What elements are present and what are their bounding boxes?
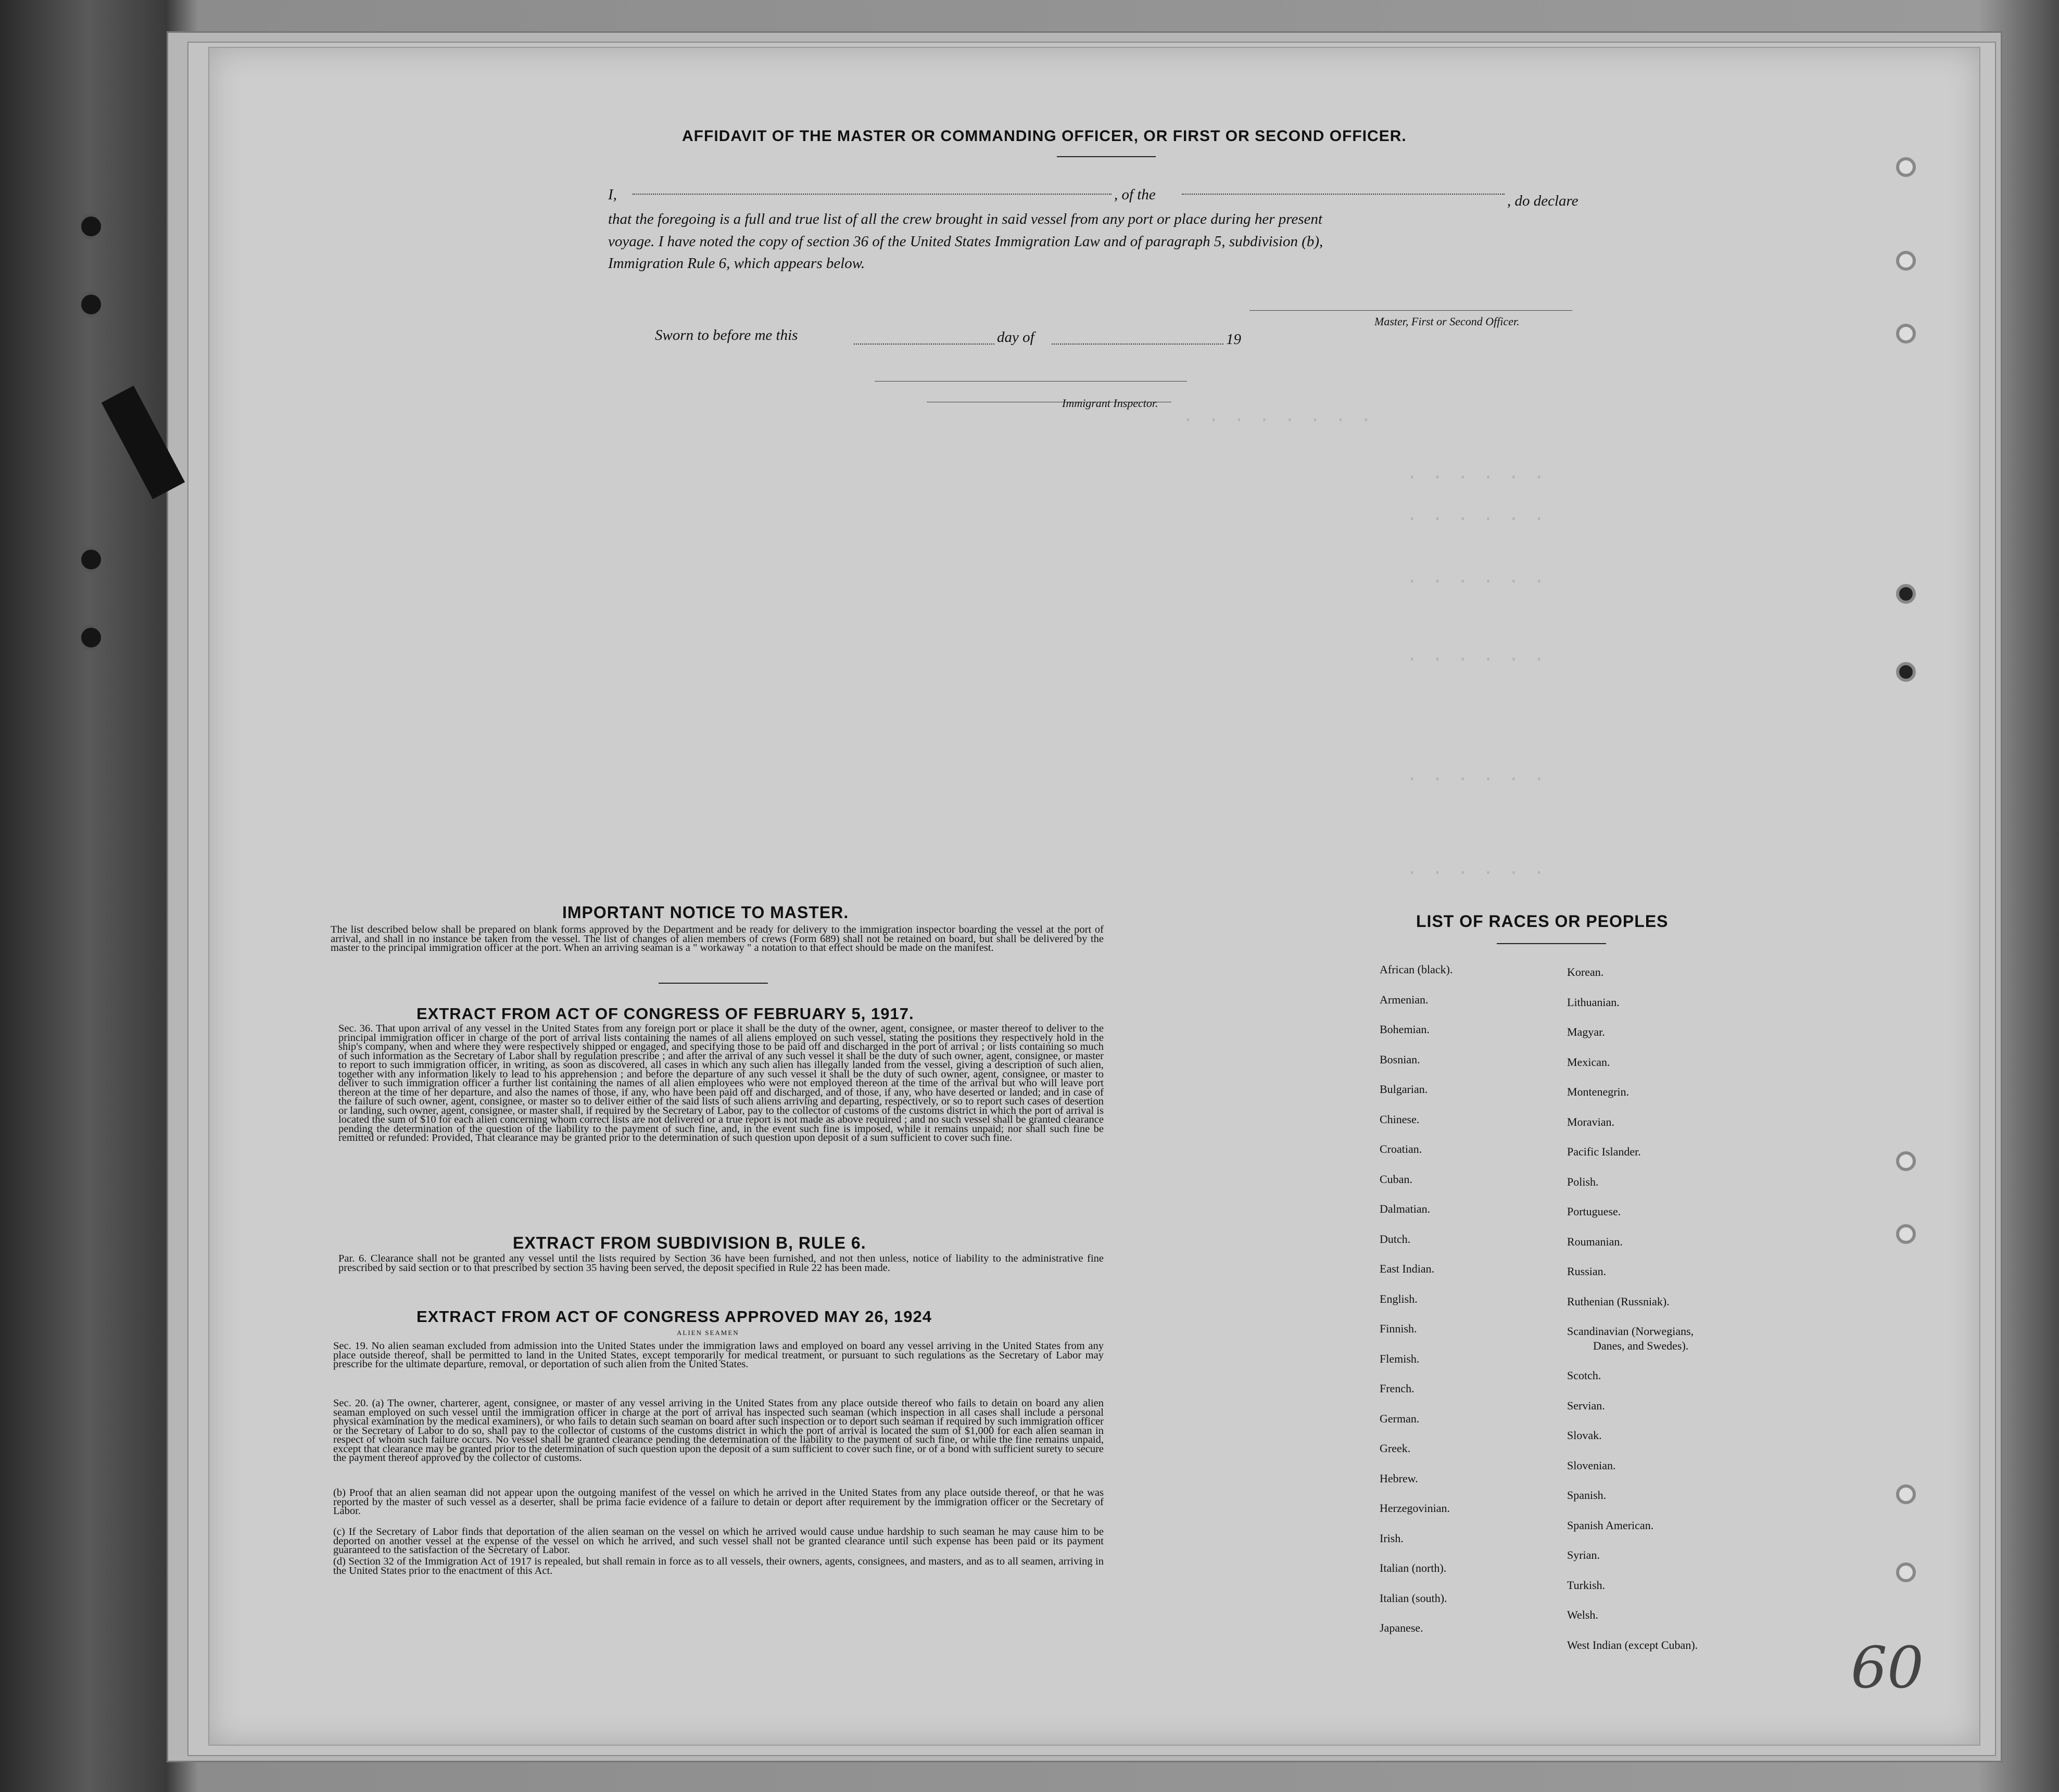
binder-hole	[78, 547, 104, 573]
race-item: Korean.	[1567, 965, 1604, 978]
race-item: Greek.	[1380, 1442, 1411, 1455]
race-item: Hebrew.	[1380, 1471, 1418, 1485]
inspector-signature-line[interactable]	[875, 381, 1187, 382]
race-item: Armenian.	[1380, 993, 1429, 1006]
race-item: Scandinavian (Norwegians,	[1567, 1325, 1694, 1338]
affidavit-declare: , do declare	[1507, 193, 1578, 209]
day-of-text: day of	[997, 329, 1034, 346]
master-signature-line[interactable]	[1249, 310, 1572, 311]
race-item: Herzegovinian.	[1380, 1502, 1450, 1515]
race-item: Roumanian.	[1567, 1235, 1623, 1248]
race-item: Dalmatian.	[1380, 1202, 1431, 1215]
manifest-page: . . . . . . . . . . . . . . . . . . . . . . . . . . . . . . . . . . . . . . . . . . . .	[208, 47, 1980, 1746]
binder-hole	[78, 291, 104, 317]
punch-hole	[1896, 1224, 1916, 1244]
race-item: Moravian.	[1567, 1115, 1615, 1128]
day-blank[interactable]	[854, 344, 994, 345]
punch-hole	[1896, 584, 1916, 604]
race-item: Spanish.	[1567, 1489, 1607, 1502]
divider	[659, 983, 768, 984]
race-item: Syrian.	[1567, 1548, 1600, 1561]
month-blank[interactable]	[1052, 344, 1223, 345]
name-blank[interactable]	[633, 194, 1111, 195]
race-item: Bulgarian.	[1380, 1083, 1428, 1096]
race-item: Welsh.	[1567, 1608, 1598, 1621]
vessel-blank[interactable]	[1182, 194, 1505, 195]
punch-hole	[1896, 662, 1916, 682]
notice-body: The list described below shall be prepared on blank forms approved by the Department and be ready for delivery to the immigration inspector boarding the vessel at the port of arrival, and shall in no instance be taken from the vessel. The list of changes of alien members of crews (Form 689) shall not be retained on board, but shall be delivered by the master to the principal immigration officer at the port. When an arriving seaman is a " workaway " a notation to that effect should be made on the manifest.	[331, 924, 1104, 954]
race-item: Croatian.	[1380, 1142, 1422, 1155]
race-item: West Indian (except Cuban).	[1567, 1638, 1698, 1651]
binder-hole	[78, 213, 104, 239]
extract-1924-sec20c: (c) If the Secretary of Labor finds that deportation of the alien seaman on the vessel on which he arrived would cause undue hardship to such seaman he may cause him to be deported on another vessel at the expense of the vessel on which he arrived, and such vessel shall not be granted clearance until such expense has been paid or its payment guaranteed to the satisfaction of the Secretary of Labor.	[333, 1526, 1104, 1556]
race-item: Spanish American.	[1567, 1518, 1654, 1532]
race-item: Portuguese.	[1567, 1205, 1621, 1218]
affidavit-title: AFFIDAVIT OF THE MASTER OR COMMANDING OFFICER, OR FIRST OR SECOND OFFICER.	[682, 128, 1407, 145]
extract-1924-sec19: Sec. 19. No alien seaman excluded from admission into the United States under the immigration laws and employed on board any vessel arriving in the United States from any place outside thereof, shall be permitted to land in the United States, except temporarily for medical treatment, or pursuant to such regulations as the Secretary of Labor may prescribe for the ultimate departure, removal, or deportation of such alien from the United States.	[333, 1340, 1104, 1370]
race-item: Turkish.	[1567, 1578, 1606, 1592]
punch-hole	[1896, 1562, 1916, 1582]
rule6-title: EXTRACT FROM SUBDIVISION B, RULE 6.	[513, 1234, 866, 1252]
extract-1917-title: EXTRACT FROM ACT OF CONGRESS OF FEBRUARY 5, 1917.	[416, 1005, 914, 1023]
race-item: Slovenian.	[1567, 1458, 1616, 1472]
race-item: Magyar.	[1567, 1025, 1605, 1038]
race-item: Bosnian.	[1380, 1052, 1420, 1066]
race-item: Japanese.	[1380, 1621, 1423, 1634]
race-item: Mexican.	[1567, 1055, 1610, 1069]
punch-hole	[1896, 1151, 1916, 1171]
extract-1924-sec20a: Sec. 20. (a) The owner, charterer, agent, consignee, or master of any vessel arriving in the United States from any place outside thereof who fails to detain on board any alien seaman employed on such vessel until the immigration officer in charge at the port of arrival has inspected such seaman (which inspection in all cases shall include a personal physical examination by the medical examiners), or who fails to detain such seaman on board after such inspection or to deport such seaman if required by such immigration officer or the Secretary of Labor to do so, shall pay to the collector of customs of the customs district in which the port of arrival is located the sum of $1,000 for each alien seaman in respect of whom such failure occurs. No vessel shall be granted clearance pending the determination of the liability to the payment of such fine, or while the fine remains unpaid, except that clearance may be granted prior to the determination of such question upon the deposit of a sum sufficient to cover such fine, or of a bond with sufficient surety to secure the payment thereof approved by the collector of customs.	[333, 1397, 1104, 1464]
extract-1924-title: EXTRACT FROM ACT OF CONGRESS APPROVED MAY 26, 1924	[416, 1307, 932, 1326]
affidavit-i: I,	[608, 186, 617, 203]
race-item: Ruthenian (Russniak).	[1567, 1294, 1670, 1308]
race-item: Servian.	[1567, 1399, 1605, 1412]
year-prefix: 19	[1226, 331, 1241, 348]
race-item: Slovak.	[1567, 1429, 1602, 1442]
race-item: Bohemian.	[1380, 1023, 1430, 1036]
affidavit-line-4: Immigration Rule 6, which appears below.	[608, 255, 865, 272]
notice-title: IMPORTANT NOTICE TO MASTER.	[562, 903, 849, 922]
races-title: LIST OF RACES OR PEOPLES	[1416, 912, 1669, 931]
race-item: Chinese.	[1380, 1112, 1420, 1126]
race-item: German.	[1380, 1412, 1420, 1425]
race-item: Flemish.	[1380, 1352, 1420, 1365]
race-item: Finnish.	[1380, 1322, 1417, 1335]
race-item: Irish.	[1380, 1531, 1404, 1545]
race-item: Polish.	[1567, 1175, 1599, 1188]
race-item: Italian (south).	[1380, 1591, 1447, 1605]
race-item: English.	[1380, 1292, 1418, 1305]
race-item: Russian.	[1567, 1265, 1607, 1278]
race-item: Dutch.	[1380, 1232, 1411, 1245]
punch-hole	[1896, 157, 1916, 177]
punch-hole	[1896, 1484, 1916, 1504]
race-item: Montenegrin.	[1567, 1085, 1629, 1098]
handwritten-page-number: 60	[1851, 1634, 1924, 1701]
divider	[1497, 943, 1606, 944]
race-item: Cuban.	[1380, 1172, 1412, 1186]
inspector-label: Immigrant Inspector.	[1062, 397, 1158, 410]
divider	[1057, 156, 1156, 157]
affidavit-of-the: , of the	[1114, 186, 1156, 203]
extract-1917-body: Sec. 36. That upon arrival of any vessel in the United States from any foreign port or place it shall be the duty of the owner, agent, consignee, or master thereof to deliver to the principal immigration officer in charge of the port of arrival lists containing the names of all aliens employed on such vessel, stating the positions they respectively hold in the ship's company, when and where they were respectively shipped or engaged, and specifying those to be paid off and discharged in the port of arrival ; or lists containing so much of such information as the Secretary of Labor shall by regulation prescribe ; and after the arrival of any such vessel it shall be the duty of such owner, agent, consignee, or master to report to such immigration officer, in writing, as soon as discovered, all cases in which any such alien has illegally landed from the vessel, giving a description of such alien, together with any information likely to lead to his apprehension ; and before the departure of any such vessel it shall be the duty of such owner, agent, consignee, or master to deliver to such immigration officer a further list containing the names of all alien employees who were not employed thereon at the time of the arrival but who will leave port thereon at the time of her departure, and also the names of those, if any, who have been paid off and discharged, and of those, if any, who have deserted or landed; and in case of the failure of such owner, agent, consignee, or master so to deliver either of the said lists of such aliens arriving and departing, respectively, or so to report such cases of desertion or landing, such owner, agent, consignee, or master shall, if required by the Secretary of Labor, pay to the collector of customs of the customs district in which the port of arrival is located the sum of $10 for each alien concerning whom correct lists are not delivered or a true report is not made as above required ; and no such vessel shall be granted clearance pending the determination of the question of the liability to the payment of such fine, and, in the event such fine is imposed, while it remains unpaid; nor shall such fine be remitted or refunded: Provided, That clearance may be granted prior to the determination of such question upon deposit of a sum sufficient to cover such fine.	[338, 1023, 1104, 1143]
race-item: Danes, and Swedes).	[1593, 1339, 1689, 1352]
alien-seamen-subtitle: ALIEN SEAMEN	[677, 1329, 739, 1337]
punch-hole	[1896, 251, 1916, 271]
race-item: African (black).	[1380, 963, 1453, 976]
rule6-body: Par. 6. Clearance shall not be granted any vessel until the lists required by Section 36 have been furnished, and not then unless, notice of liability to the administrative fine prescribed by said section or to that prescribed by section 35 having been served, the deposit specified in Rule 22 has been made.	[338, 1253, 1104, 1274]
affidavit-line-2: that the foregoing is a full and true list of all the crew brought in said vessel from any port or place during her present	[608, 211, 1323, 227]
binder-hole	[78, 625, 104, 651]
race-item: Pacific Islander.	[1567, 1145, 1641, 1158]
race-item: French.	[1380, 1382, 1414, 1395]
race-item: Lithuanian.	[1567, 995, 1620, 1009]
punch-hole	[1896, 324, 1916, 344]
master-label: Master, First or Second Officer.	[1374, 315, 1520, 328]
extract-1924-sec20b: (b) Proof that an alien seaman did not appear upon the outgoing manifest of the vessel on which he arrived in the United States from any place outside thereof, or that he was reported by the master of such vessel as a deserter, shall be prima facie evidence of a failure to detain or deport after requirement by the immigration officer or the Secretary of Labor.	[333, 1487, 1104, 1517]
affidavit-line-3: voyage. I have noted the copy of section 36 of the United States Immigration Law and of paragraph 5, subdivision (b),	[608, 233, 1323, 250]
race-item: East Indian.	[1380, 1262, 1435, 1275]
race-item: Scotch.	[1567, 1369, 1601, 1382]
extract-1924-sec20d: (d) Section 32 of the Immigration Act of 1917 is repealed, but shall remain in force as to all vessels, their owners, agents, consignees, and masters, and as to all seamen, arriving in the United States prior to the enactment of this Act.	[333, 1556, 1104, 1577]
sworn-text: Sworn to before me this	[655, 327, 798, 344]
race-item: Italian (north).	[1380, 1561, 1447, 1574]
